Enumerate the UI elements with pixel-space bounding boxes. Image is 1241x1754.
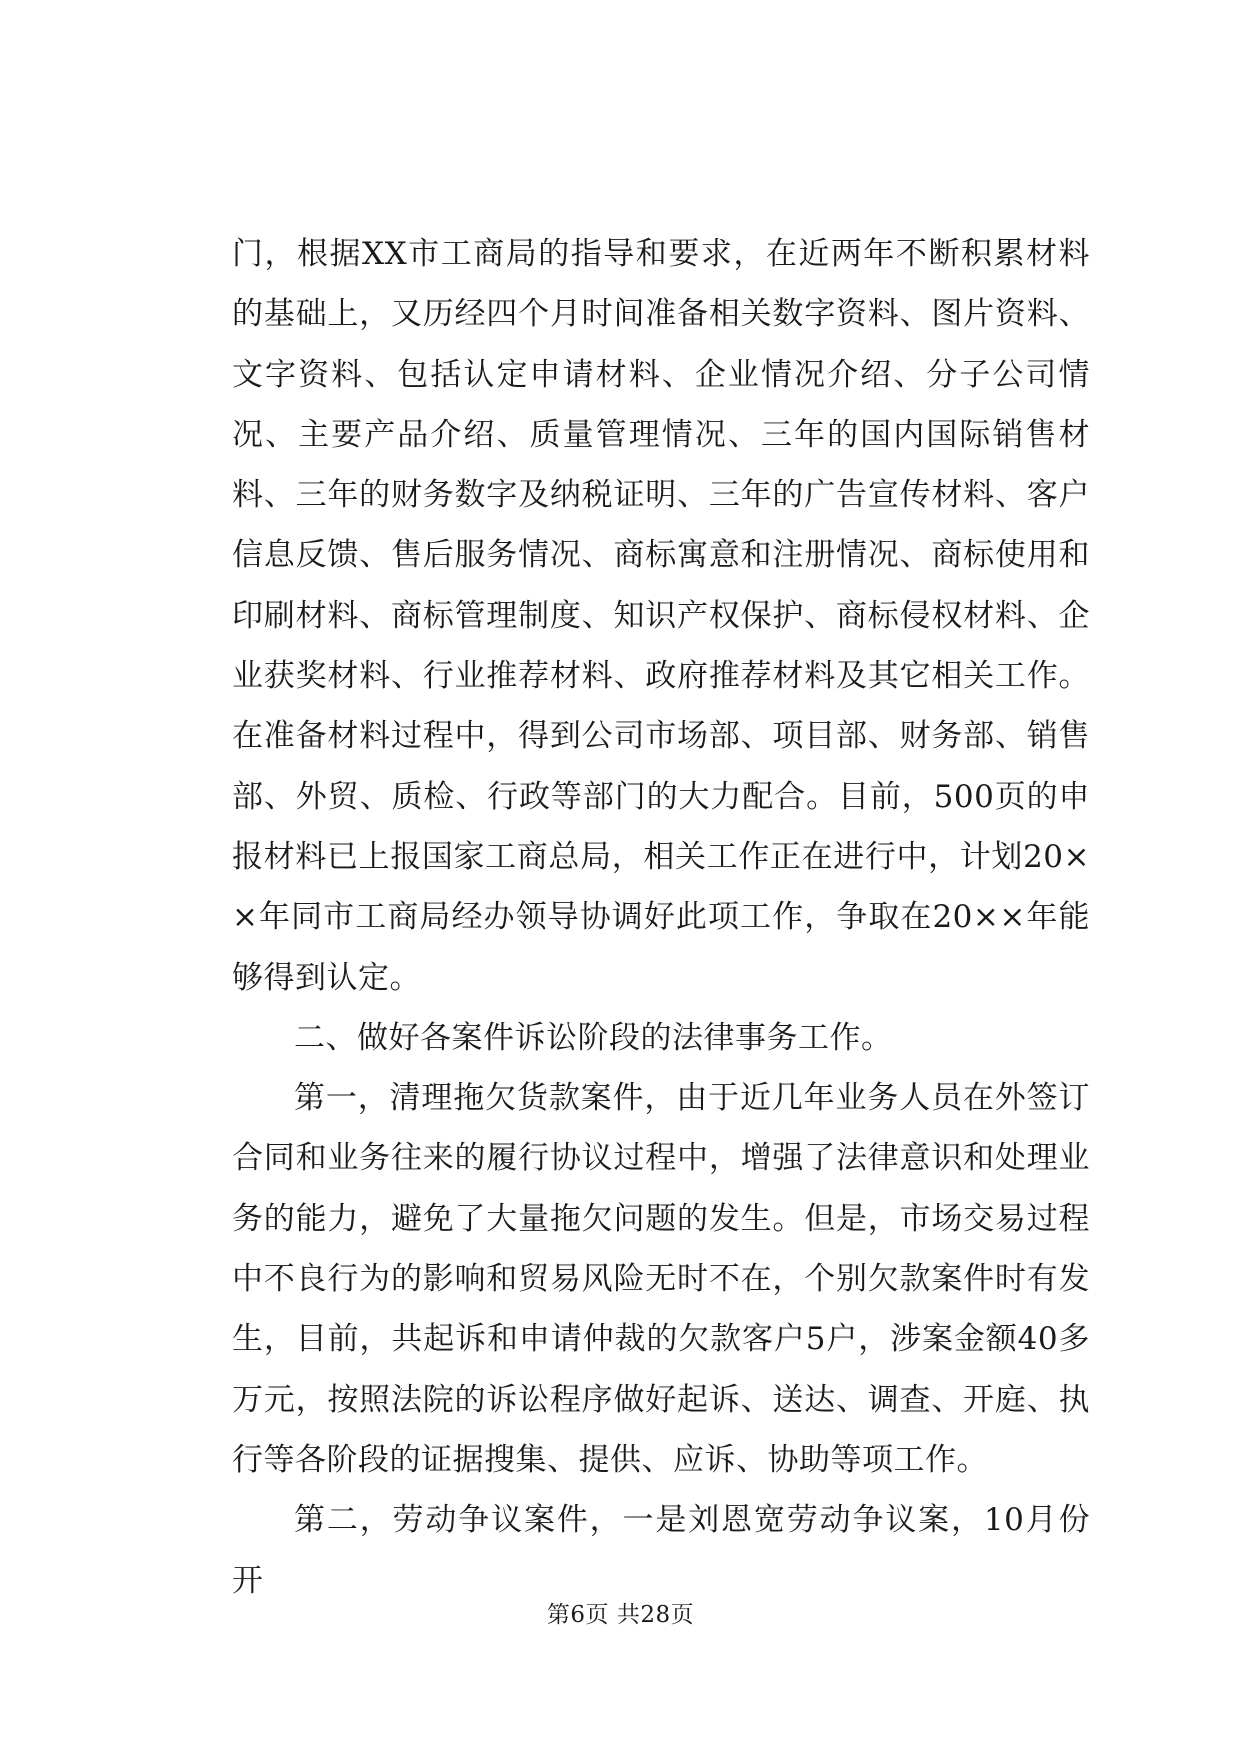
paragraph-labor-disputes: 第二，劳动争议案件，一是刘恩宽劳动争议案，10月份开 <box>232 1502 1090 1599</box>
paragraph-trademark-materials: 门，根据XX市工商局的指导和要求，在近两年不断积累材料的基础上，又历经四个月时间准备相关数字资料、图片资料、文字资料、包括认定申请材料、企业情况介绍、分子公司情况、主要产品介绍、质量管理情况、三年的国内国际销售材料、三年的财务数字及纳税证明、三年的广告宣传材料、客户信息反馈、售后服务情况、商标寓意和注册情况、商标使用和印刷材料、商标管理制度、知识产权保护、商标侵权材料、企业获奖材料、行业推荐材料、政府推荐材料及其它相关工作。在准备材料过程中，得到公司市场部、项目部、财务部、销售部、外贸、质检、行政等部门的大力配合。目前，500页的申报材料已上报国家工商总局，相关工作正在进行中，计划20××年同市工商局经办领导协调好此项工作，争取在20××年能够得到认定。 <box>232 236 1090 996</box>
page-number-footer: 第6页 共28页 <box>546 1602 695 1628</box>
section-heading-litigation: 二、做好各案件诉讼阶段的法律事务工作。 <box>294 1019 893 1056</box>
document-body <box>232 224 1090 1611</box>
paragraph-unpaid-payments: 第一，清理拖欠货款案件，由于近几年业务人员在外签订合同和业务往来的履行协议过程中，增强了法律意识和处理业务的能力，避免了大量拖欠问题的发生。但是，市场交易过程中不良行为的影响和贸易风险无时不在，个别欠款案件时有发生，目前，共起诉和申请仲裁的欠款客户5户，涉案金额40多万元，按照法院的诉讼程序做好起诉、送达、调查、开庭、执行等各阶段的证据搜集、提供、应诉、协助等项工作。 <box>232 1080 1090 1478</box>
